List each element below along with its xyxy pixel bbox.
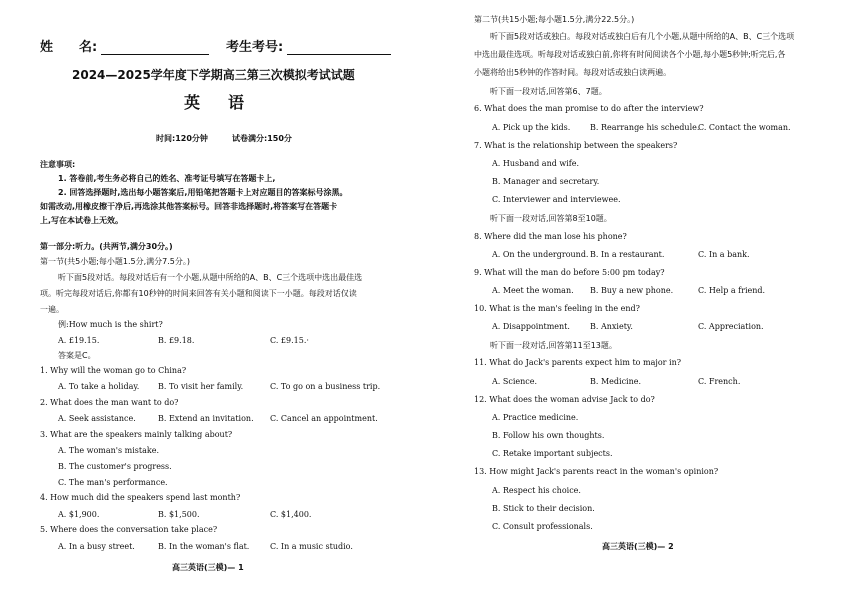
right-page	[430, 0, 860, 608]
question-text: 13. How might Jack's parents react in the woman's opinion?	[474, 467, 719, 476]
option: B. Rearrange his schedule.	[590, 123, 700, 132]
option: A. Pick up the kids.	[492, 123, 571, 132]
note-line: 1. 答卷前,考生务必将自己的姓名、准考证号填写在答题卡上,	[58, 174, 276, 183]
option: B. Anxiety.	[590, 322, 633, 331]
option: B. £9.18.	[158, 336, 195, 345]
option: A. Practice medicine.	[492, 413, 579, 422]
option: A. On the underground.	[492, 250, 589, 259]
option: A. Meet the woman.	[492, 286, 574, 295]
exam-no-label: 考生考号:	[226, 40, 284, 55]
instruction-line: 小题将给出5秒钟的作答时间。每段对话或独白读两遍。	[474, 68, 672, 77]
question-text: 8. Where did the man lose his phone?	[474, 232, 627, 241]
question-text: 12. What does the woman advise Jack to do?	[474, 395, 655, 404]
option: C. French.	[698, 377, 741, 386]
name-blank[interactable]	[101, 44, 209, 55]
option: B. Medicine.	[590, 377, 642, 386]
subject-title: 英 语	[184, 93, 251, 112]
option: A. Seek assistance.	[58, 414, 136, 423]
option: A. Husband and wife.	[492, 159, 580, 168]
option: C. Contact the woman.	[698, 123, 791, 132]
page-footer: 高三英语(三模)— 1	[172, 563, 244, 572]
option: A. To take a holiday.	[58, 382, 140, 391]
section-heading: 第一节(共5小题;每小题1.5分,满分7.5分。)	[40, 257, 191, 266]
instruction-line: 一遍。	[40, 305, 64, 314]
instruction-line: 听下面5段对话或独白。每段对话或独白后有几个小题,从题中所给的A、B、C三个选项	[490, 32, 795, 41]
option: B. Manager and secretary.	[492, 177, 600, 186]
option: C. Interviewer and interviewee.	[492, 195, 621, 204]
option: B. $1,500.	[158, 510, 200, 519]
note-line: 如需改动,用橡皮擦干净后,再选涂其他答案标号。回答非选择题时,将答案写在答题卡	[40, 202, 338, 211]
option: C. Retake important subjects.	[492, 449, 613, 458]
part-heading: 第一部分:听力。(共两节,满分30分。)	[40, 242, 173, 251]
question-text: 3. What are the speakers mainly talking about?	[40, 430, 233, 439]
option: C. Appreciation.	[698, 322, 764, 331]
page-footer: 高三英语(三模)— 2	[602, 542, 674, 551]
option: B. To visit her family.	[158, 382, 244, 391]
question-text: 11. What do Jack's parents expect him to major in?	[474, 358, 682, 367]
exam-title: 2024—2025学年度下学期高三第三次模拟考试试题	[72, 68, 355, 82]
exam-no-field	[226, 36, 391, 55]
option: B. Stick to their decision.	[492, 504, 595, 513]
example-question: 例:How much is the shirt?	[58, 320, 163, 329]
option: B. In a restaurant.	[590, 250, 665, 259]
option: A. The woman's mistake.	[58, 446, 160, 455]
option: C. Consult professionals.	[492, 522, 593, 531]
option: A. In a busy street.	[58, 542, 135, 551]
option: A. Science.	[492, 377, 538, 386]
option: A. Disappointment.	[492, 322, 570, 331]
question-text: 9. What will the man do before 5:00 pm today?	[474, 268, 665, 277]
option: C. $1,400.	[270, 510, 312, 519]
instruction-line: 中选出最佳选项。听每段对话或独白前,你将有时间阅读各个小题,每小题5秒钟;听完后,各	[474, 50, 786, 59]
question-text: 5. Where does the conversation take place?	[40, 525, 218, 534]
option: C. £9.15.·	[270, 336, 309, 345]
option: A. £19.15.	[58, 336, 100, 345]
question-text: 2. What does the man want to do?	[40, 398, 179, 407]
option: C. In a music studio.	[270, 542, 353, 551]
note-line: 上,写在本试卷上无效。	[40, 216, 124, 225]
note-line: 2. 回答选择题时,选出每小题答案后,用铅笔把答题卡上对应题目的答案标号涂黑。	[58, 188, 348, 197]
option: B. The customer's progress.	[58, 462, 172, 471]
name-field	[40, 36, 209, 55]
question-text: 10. What is the man's feeling in the end?	[474, 304, 640, 313]
option: C. To go on a business trip.	[270, 382, 381, 391]
question-text: 7. What is the relationship between the speakers?	[474, 141, 678, 150]
option: C. The man's performance.	[58, 478, 168, 487]
instruction-line: 听下面5段对话。每段对话后有一个小题,从题中所给的A、B、C三个选项中选出最佳选	[58, 273, 363, 282]
exam-no-blank[interactable]	[287, 44, 391, 55]
option: C. In a bank.	[698, 250, 750, 259]
section-heading: 第二节(共15小题;每小题1.5分,满分22.5分。)	[474, 15, 635, 24]
option: B. Follow his own thoughts.	[492, 431, 605, 440]
direction-line: 听下面一段对话,回答第11至13题。	[490, 341, 617, 350]
notes-title: 注意事项:	[40, 160, 76, 169]
direction-line: 听下面一段对话,回答第8至10题。	[490, 214, 612, 223]
name-label: 姓 名:	[40, 40, 98, 55]
example-answer: 答案是C。	[58, 351, 96, 360]
option: A. $1,900.	[58, 510, 100, 519]
question-text: 6. What does the man promise to do after the interview?	[474, 104, 704, 113]
question-text: 4. How much did the speakers spend last month?	[40, 493, 241, 502]
option: C. Help a friend.	[698, 286, 766, 295]
exam-time: 时间:120分钟	[156, 134, 208, 143]
option: A. Respect his choice.	[492, 486, 581, 495]
exam-score: 试卷满分:150分	[232, 134, 292, 143]
option: B. Buy a new phone.	[590, 286, 674, 295]
option: C. Cancel an appointment.	[270, 414, 378, 423]
question-text: 1. Why will the woman go to China?	[40, 366, 187, 375]
instruction-line: 项。听完每段对话后,你都有10秒钟的时间来回答有关小题和阅读下一小题。每段对话仅读	[40, 289, 357, 298]
option: B. Extend an invitation.	[158, 414, 254, 423]
direction-line: 听下面一段对话,回答第6、7题。	[490, 87, 607, 96]
option: B. In the woman's flat.	[158, 542, 250, 551]
